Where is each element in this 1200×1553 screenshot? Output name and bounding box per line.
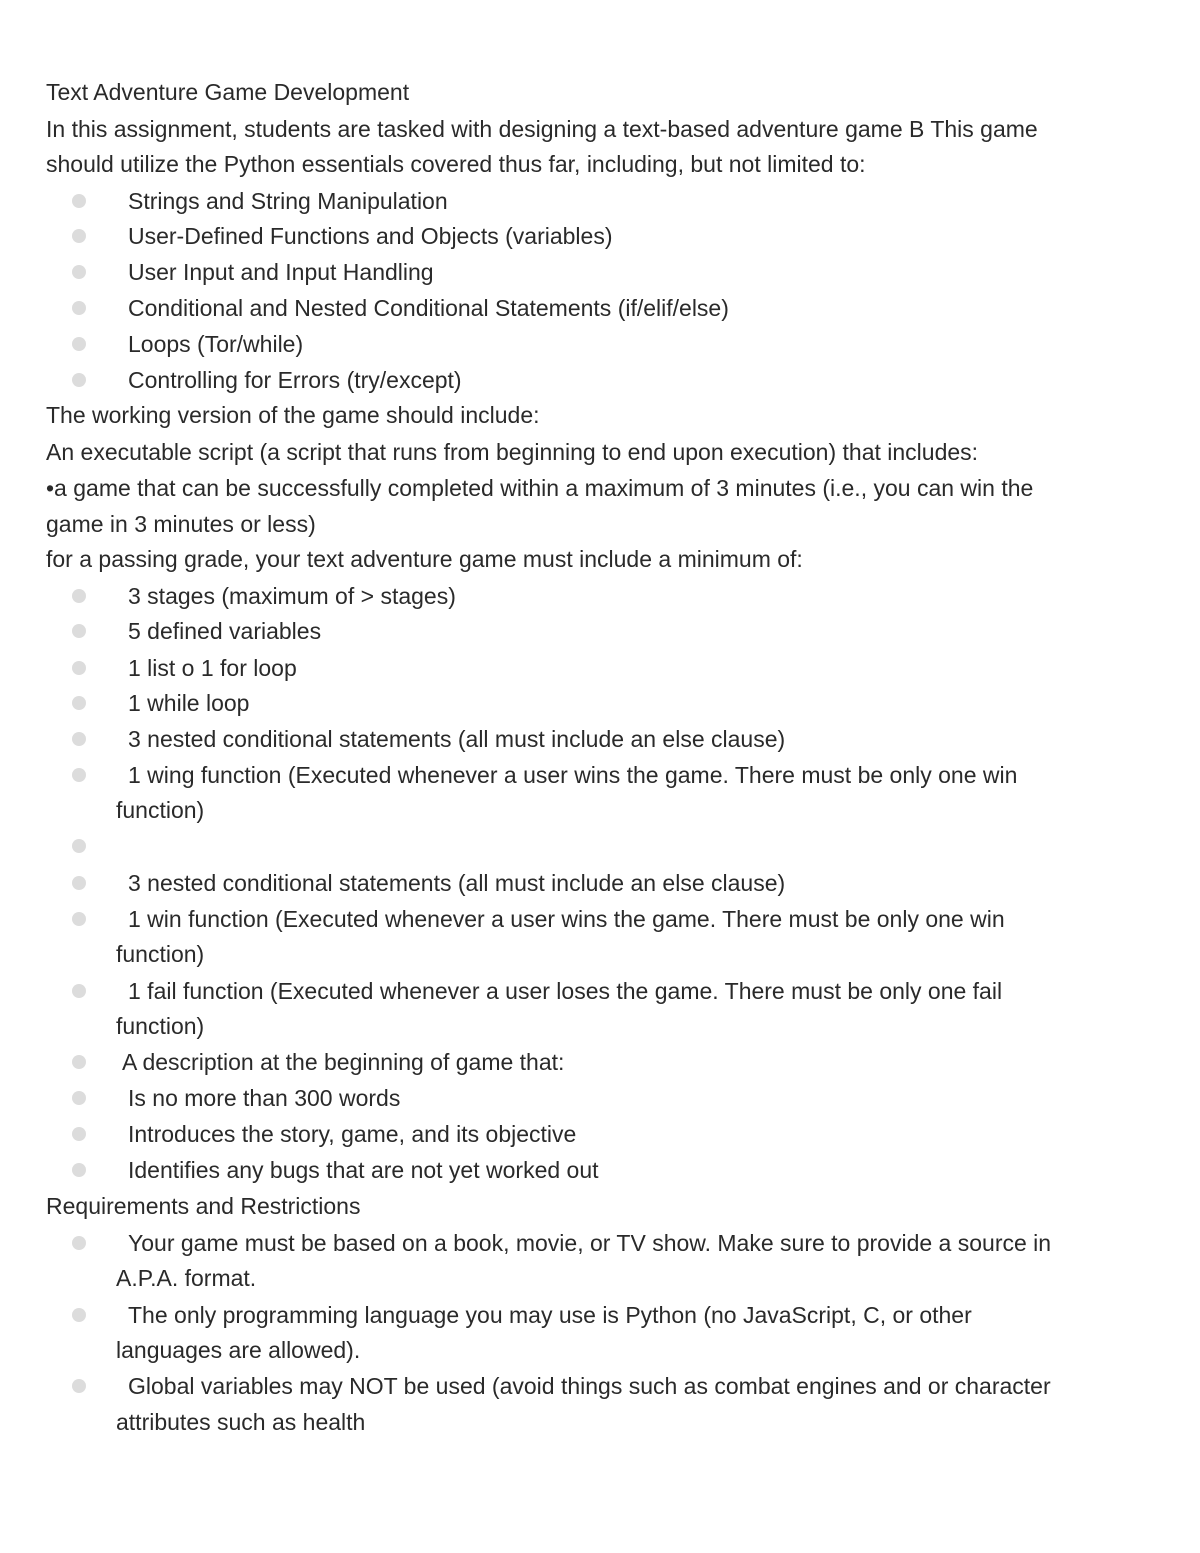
minimums-item: Introduces the story, game, and its objective bbox=[128, 1121, 577, 1147]
minimums-item: 1 list o 1 for loop bbox=[128, 655, 297, 681]
bullet-icon bbox=[72, 624, 86, 638]
passing-heading: for a passing grade, your text adventure game must include a minimum of: bbox=[46, 546, 803, 572]
bullet-icon bbox=[72, 912, 86, 926]
essentials-item: Loops (Tor/while) bbox=[128, 331, 304, 357]
bullet-icon bbox=[72, 589, 86, 603]
minimums-item: Is no more than 300 words bbox=[128, 1085, 401, 1111]
document-title: Text Adventure Game Development bbox=[46, 79, 410, 105]
requirements-heading: Requirements and Restrictions bbox=[46, 1193, 361, 1219]
bullet-icon bbox=[72, 876, 86, 890]
bullet-icon bbox=[72, 1308, 86, 1322]
script-line: An executable script (a script that runs from beginning to end upon execution) that includes: bbox=[46, 439, 979, 465]
requirements-item-continued: attributes such as health bbox=[116, 1409, 366, 1435]
essentials-item: User-Defined Functions and Objects (variables) bbox=[128, 223, 613, 249]
minimums-item: Identifies any bugs that are not yet worked out bbox=[128, 1157, 599, 1183]
essentials-item: Strings and String Manipulation bbox=[128, 188, 448, 214]
bullet-icon bbox=[72, 301, 86, 315]
bullet-icon bbox=[72, 373, 86, 387]
bullet-icon bbox=[72, 696, 86, 710]
bullet-icon bbox=[72, 265, 86, 279]
minimums-item: 1 win function (Executed whenever a user wins the game. There must be only one win bbox=[128, 906, 1005, 932]
intro-line-1: In this assignment, students are tasked with designing a text-based adventure game B This game bbox=[46, 116, 1038, 142]
requirements-item: The only programming language you may use is Python (no JavaScript, C, or other bbox=[128, 1302, 972, 1328]
bullet-icon bbox=[72, 1055, 86, 1069]
bullet-icon bbox=[72, 1236, 86, 1250]
minimums-item-continued: function) bbox=[116, 797, 205, 823]
bullet-icon bbox=[72, 1379, 86, 1393]
bullet-icon bbox=[72, 1091, 86, 1105]
bullet-icon bbox=[72, 768, 86, 782]
game-line-2: game in 3 minutes or less) bbox=[46, 511, 316, 537]
minimums-item: 3 nested conditional statements (all must include an else clause) bbox=[128, 726, 786, 752]
requirements-item: Global variables may NOT be used (avoid things such as combat engines and or character bbox=[128, 1373, 1051, 1399]
minimums-item: 1 wing function (Executed whenever a user wins the game. There must be only one win bbox=[128, 762, 1018, 788]
minimums-item: 3 nested conditional statements (all must include an else clause) bbox=[128, 870, 786, 896]
minimums-item-continued: function) bbox=[116, 1013, 205, 1039]
intro-line-2: should utilize the Python essentials covered thus far, including, but not limited to: bbox=[46, 151, 866, 177]
bullet-icon bbox=[72, 229, 86, 243]
game-line-1: •a game that can be successfully completed within a maximum of 3 minutes (i.e., you can win the bbox=[46, 475, 1034, 501]
essentials-item: Controlling for Errors (try/except) bbox=[128, 367, 462, 393]
minimums-item-continued: function) bbox=[116, 941, 205, 967]
bullet-icon bbox=[72, 839, 86, 853]
bullet-icon bbox=[72, 661, 86, 675]
bullet-icon bbox=[72, 1127, 86, 1141]
bullet-icon bbox=[72, 1163, 86, 1177]
bullet-icon bbox=[72, 337, 86, 351]
essentials-item: User Input and Input Handling bbox=[128, 259, 434, 285]
requirements-item: Your game must be based on a book, movie, or TV show. Make sure to provide a source in bbox=[128, 1230, 1052, 1256]
requirements-item-continued: languages are allowed). bbox=[116, 1337, 361, 1363]
minimums-item: 1 fail function (Executed whenever a user loses the game. There must be only one fail bbox=[128, 978, 1003, 1004]
requirements-item-continued: A.P.A. format. bbox=[116, 1265, 257, 1291]
essentials-item: Conditional and Nested Conditional Statements (if/elif/else) bbox=[128, 295, 729, 321]
bullet-icon bbox=[72, 194, 86, 208]
bullet-icon bbox=[72, 732, 86, 746]
minimums-item: A description at the beginning of game that: bbox=[122, 1049, 565, 1075]
minimums-item: 1 while loop bbox=[128, 690, 250, 716]
bullet-icon bbox=[72, 984, 86, 998]
minimums-item: 5 defined variables bbox=[128, 618, 322, 644]
minimums-item: 3 stages (maximum of > stages) bbox=[128, 583, 456, 609]
working-heading: The working version of the game should include: bbox=[46, 402, 540, 428]
